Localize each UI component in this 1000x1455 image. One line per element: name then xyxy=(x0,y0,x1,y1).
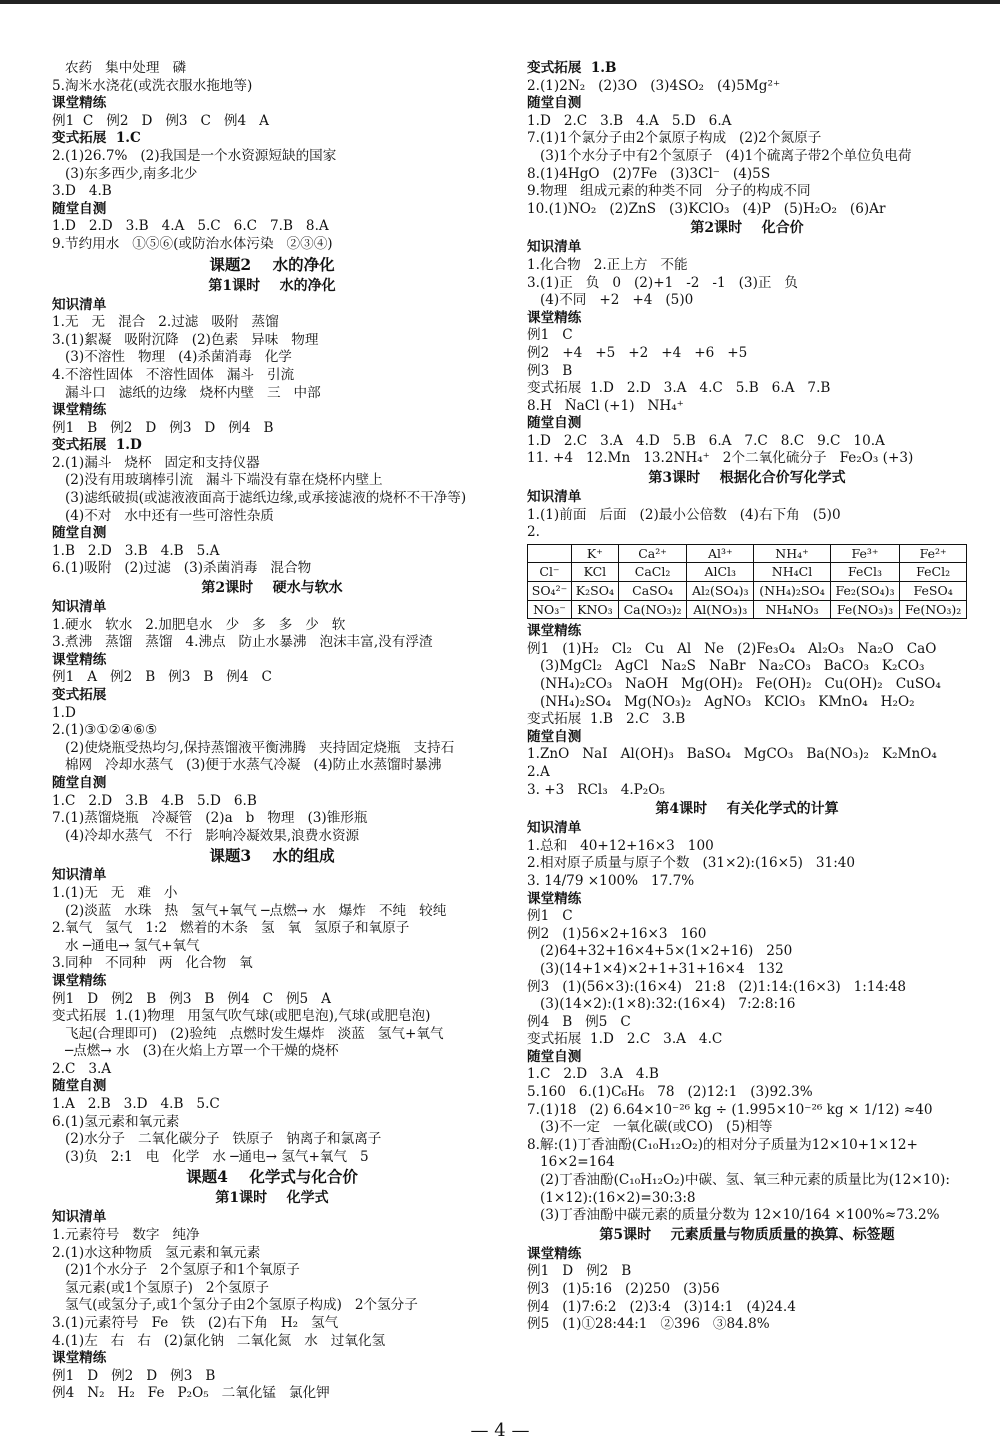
lesson-title: 第2课时 硬水与软水 xyxy=(201,580,343,597)
answer-line: (2)使烧瓶受热均匀,保持蒸馏液平衡沸腾 夹持固定烧瓶 支持石 xyxy=(52,739,455,756)
answer-line: 4.(1)左 右 右 (2)氯化钠 二氧化氮 水 过氧化氢 xyxy=(52,1332,386,1349)
answer-line: (4)冷却水蒸气 不行 影响冷凝效果,浪费水资源 xyxy=(52,827,360,844)
page-number: — 4 — xyxy=(470,1420,530,1441)
table-header-cell: Ca²⁺ xyxy=(618,544,686,563)
answer-line: 例4 N₂ H₂ Fe P₂O₅ 二氧化锰 氯化钾 xyxy=(52,1385,330,1402)
section-heading: 课堂精练 xyxy=(52,972,107,989)
table-row xyxy=(528,600,967,619)
lesson-title: 第4课时 有关化学式的计算 xyxy=(655,801,839,818)
table-cell: KCl xyxy=(571,563,618,582)
table-row xyxy=(528,582,967,601)
topic-title: 课题2 水的净化 xyxy=(209,254,335,274)
table-row-header: Cl⁻ xyxy=(528,563,572,582)
table-cell: Al₂(SO₄)₃ xyxy=(687,582,754,601)
section-heading: 课堂精练 xyxy=(527,309,582,326)
answer-line: 1.C 2.D 3.B 4.B 5.D 6.B xyxy=(52,792,257,809)
answer-line: 2.(1)③①②④⑥⑤ xyxy=(52,722,158,739)
answer-line: 9.物理 组成元素的种类不同 分子的构成不同 xyxy=(527,183,811,200)
answer-line: 例1 C xyxy=(527,327,573,344)
answer-line: 2. xyxy=(527,524,540,541)
answer-line: 8.解:(1)丁香油酚(C₁₀H₁₂O₂)的相对分子质量为12×10+1×12+ xyxy=(527,1136,918,1153)
answer-line: (3)东多西少,南多北少 xyxy=(52,165,198,182)
answer-line: 1.元素符号 数字 纯净 xyxy=(52,1227,200,1244)
section-heading: 知识清单 xyxy=(527,489,582,506)
section-heading: 课堂精练 xyxy=(52,651,107,668)
lesson-title: 第5课时 元素质量与物质质量的换算、标签题 xyxy=(599,1226,895,1243)
table-header-cell: Fe²⁺ xyxy=(900,544,967,563)
answer-line: (2)丁香油酚(C₁₀H₁₂O₂)中碳、氢、氧三种元素的质量比为(12×10): xyxy=(527,1172,950,1189)
section-heading: 随堂自测 xyxy=(52,200,107,217)
topic-title: 课题3 水的组成 xyxy=(209,846,335,866)
answer-line: (3)MgCl₂ AgCl Na₂S NaBr Na₂CO₃ BaCO₃ K₂CO₃ xyxy=(527,658,925,675)
answer-line: 例4 B 例5 C xyxy=(527,1013,631,1030)
answer-line: (2)没有用玻璃棒引流 漏斗下端没有靠在烧杯内壁上 xyxy=(52,472,383,489)
answer-line: 1.总和 40+12+16×3 100 xyxy=(527,837,714,854)
answer-line: (1×12):(16×2)=30:3:8 xyxy=(527,1189,696,1206)
section-heading: 知识清单 xyxy=(52,867,107,884)
answer-line: 2.A xyxy=(527,763,550,780)
answer-line: 例1 (1)H₂ Cl₂ Cu Al Ne (2)Fe₃O₄ Al₂O₃ Na₂O CaO xyxy=(527,640,937,657)
lesson-title: 第2课时 化合价 xyxy=(690,220,804,237)
answer-line: (3)不溶性 物理 (4)杀菌消毒 化学 xyxy=(52,349,292,366)
table-row-header: NO₃⁻ xyxy=(528,600,572,619)
section-heading: 变式拓展 1.C xyxy=(52,130,141,147)
answer-line: 3.(1)元素符号 Fe 铁 (2)右下角 H₂ 氢气 xyxy=(52,1315,339,1331)
table-header-cell: Al³⁺ xyxy=(687,544,754,563)
answer-line: 例1 D 例2 B 例3 B 例4 C 例5 A xyxy=(52,990,331,1007)
answer-line: 3.同种 不同种 两 化合物 氧 xyxy=(52,955,253,972)
topic-title: 课题4 化学式与化合价 xyxy=(186,1167,358,1187)
answer-line: 11. +4 12.Mn 13.2NH₄⁺ 2个二氧化硫分子 Fe₂O₃ (+3) xyxy=(527,450,914,467)
answer-line: 例1 A 例2 B 例3 B 例4 C xyxy=(52,669,272,686)
answer-line: (3)不一定 一氧化碳(或CO) (5)相等 xyxy=(527,1119,773,1136)
table-cell: K₂SO₄ xyxy=(571,582,618,601)
answer-line: 1.ZnO NaI Al(OH)₃ BaSO₄ MgCO₃ Ba(NO₃)₂ K₂MnO₄ xyxy=(527,746,937,763)
section-heading: 随堂自测 xyxy=(52,525,107,542)
answer-line: ─点燃→ 水 (3)在火焰上方罩一个干燥的烧杯 xyxy=(52,1043,339,1060)
answer-line: 例3 (1)(56×3):(16×4) 21:8 (2)1:14:(16×3) 1:14:48 xyxy=(527,978,907,995)
answer-line: 3. 14/79 ×100% 17.7% xyxy=(527,872,695,889)
section-heading: 变式拓展 xyxy=(52,687,107,703)
table-cell: AlCl₃ xyxy=(687,563,754,582)
answer-line: 2.相对原子质量与原子个数 (31×2):(16×5) 31:40 xyxy=(527,855,856,872)
answer-line: 氢元素(或1个氢原子) 2个氢原子 xyxy=(52,1279,269,1296)
section-heading: 知识清单 xyxy=(52,599,107,616)
table-cell: KNO₃ xyxy=(571,600,618,619)
section-heading: 随堂自测 xyxy=(52,774,107,791)
section-heading: 随堂自测 xyxy=(527,1048,582,1065)
section-heading: 课堂精练 xyxy=(52,1350,107,1367)
left-column xyxy=(52,60,492,1403)
section-heading: 变式拓展 1.B xyxy=(527,60,617,76)
answer-line: 例1 D 例2 B xyxy=(527,1263,632,1280)
answer-line: (2)淡蓝 水珠 热 氢气+氧气 ─点燃→ 水 爆炸 不纯 较纯 xyxy=(52,902,447,919)
ion-formula-table xyxy=(527,544,967,619)
section-heading: 知识清单 xyxy=(52,296,107,313)
answer-line: (3)1个水分子中有2个氢原子 (4)1个硫离子带2个单位负电荷 xyxy=(527,147,912,164)
answer-line: 农药 集中处理 磷 xyxy=(52,60,187,76)
table-cell: FeCl₂ xyxy=(900,563,967,582)
answer-line: 2.C 3.A xyxy=(52,1060,112,1077)
answer-line: (3)丁香油酚中碳元素的质量分数为 12×10/164 ×100%≈73.2% xyxy=(527,1207,940,1224)
table-cell: Fe₂(SO₄)₃ xyxy=(830,582,900,601)
answer-line: 2.氧气 氢气 1:2 燃着的木条 氢 氧 氢原子和氧原子 xyxy=(52,920,410,937)
answer-line: 10.(1)NO₂ (2)ZnS (3)KClO₃ (4)P (5)H₂O₂ (6)Ar xyxy=(527,200,886,217)
answer-line: 6.(1)氢元素和氧元素 xyxy=(52,1113,180,1130)
section-heading: 课堂精练 xyxy=(52,95,107,112)
answer-line: 5.160 6.(1)C₆H₆ 78 (2)12:1 (3)92.3% xyxy=(527,1084,813,1101)
section-heading: 变式拓展 1.D xyxy=(52,437,142,454)
answer-line: 1.硬水 软水 2.加肥皂水 少 多 多 少 软 xyxy=(52,616,346,633)
answer-line: 例4 (1)7:6:2 (2)3:4 (3)14:1 (4)24.4 xyxy=(527,1298,796,1315)
answer-line: 9.节约用水 ①⑤⑥(或防治水体污染 ②③④) xyxy=(52,235,333,252)
answer-line: 1.B 2.D 3.B 4.B 5.A xyxy=(52,542,220,559)
answer-line: 2.(1)2N₂ (2)3O (3)4SO₂ (4)5Mg²⁺ xyxy=(527,77,781,94)
answer-line: 例3 B xyxy=(527,362,573,379)
answer-line: 1.A 2.B 3.D 4.B 5.C xyxy=(52,1096,220,1113)
section-heading: 随堂自测 xyxy=(527,95,582,112)
answer-line: (3)(14×2):(1×8):32:(16×4) 7:2:8:16 xyxy=(527,996,796,1013)
answer-line: (4)不对 水中还有一些可溶性杂质 xyxy=(52,507,274,524)
answer-line: 2.(1)水这种物质 氢元素和氧元素 xyxy=(52,1244,261,1261)
answer-line: 3. +3 RCl₃ 4.P₂O₅ xyxy=(527,781,665,798)
answer-line: 7.(1)18 (2) 6.64×10⁻²⁶ kg ÷ (1.995×10⁻²⁶ kg × 1/12) ≈40 xyxy=(527,1101,933,1118)
answer-line: 例2 +4 +5 +2 +4 +6 +5 xyxy=(527,344,748,361)
answer-line: 4.不溶性固体 不溶性固体 漏斗 引流 xyxy=(52,366,295,383)
answer-line: 8.(1)4HgO (2)7Fe (3)3Cl⁻ (4)5S xyxy=(527,165,771,182)
table-header-cell xyxy=(528,544,572,563)
answer-line: 7.(1)1个氯分子由2个氯原子构成 (2)2个氮原子 xyxy=(527,130,822,147)
answer-line: (2)1个水分子 2个氢原子和1个氧原子 xyxy=(52,1262,300,1279)
answer-line: 1.(1)前面 后面 (2)最小公倍数 (4)右下角 (5)0 xyxy=(527,506,841,523)
answer-line: 1.化合物 2.正上方 不能 xyxy=(527,256,688,273)
table-header-cell: Fe³⁺ xyxy=(830,544,900,563)
lesson-title: 第1课时 水的净化 xyxy=(208,277,336,294)
answer-line: 1.D 2.C 3.B 4.A 5.D 6.A xyxy=(527,112,732,129)
answer-line: 3.煮沸 蒸馏 蒸馏 4.沸点 防止水暴沸 泡沫丰富,没有浮渣 xyxy=(52,634,433,651)
answer-line: (3)滤纸破损(或滤液液面高于滤纸边缘,或承接滤液的烧杯不干净等) xyxy=(52,490,467,507)
table-cell: Ca(NO₃)₂ xyxy=(618,600,686,619)
table-cell: Al(NO₃)₃ xyxy=(687,600,754,619)
answer-line: (2)64+32+16×4+5×(1×2+16) 250 xyxy=(527,943,793,960)
answer-line: 16×2=164 xyxy=(527,1154,615,1171)
answer-line: 例1 C 例2 D 例3 C 例4 A xyxy=(52,112,269,129)
answer-line: 变式拓展 1.D 2.D 3.A 4.C 5.B 6.A 7.B xyxy=(527,380,831,397)
answer-line: 1.无 无 混合 2.过滤 吸附 蒸馏 xyxy=(52,314,279,331)
section-heading: 知识清单 xyxy=(527,239,582,256)
answer-line: 水 ─通电→ 氢气+氧气 xyxy=(52,937,200,954)
answer-line: 变式拓展 1.B 2.C 3.B xyxy=(527,711,686,728)
table-header-cell: K⁺ xyxy=(571,544,618,563)
answer-line: 8.H N̊aCl (+1) NH₄⁺ xyxy=(527,397,684,414)
answer-line: 6.(1)吸附 (2)过滤 (3)杀菌消毒 混合物 xyxy=(52,560,312,577)
section-heading: 随堂自测 xyxy=(52,1078,107,1095)
answer-line: 例5 (1)①28:44:1 ②396 ③84.8% xyxy=(527,1316,770,1333)
answer-line: 3.D 4.B xyxy=(52,183,112,200)
answer-line: 2.(1)26.7% (2)我国是一个水资源短缺的国家 xyxy=(52,147,337,164)
answer-line: 例2 (1)56×2+16×3 160 xyxy=(527,925,707,942)
section-heading: 知识清单 xyxy=(527,820,582,837)
answer-line: 例3 (1)5:16 (2)250 (3)56 xyxy=(527,1281,720,1297)
answer-line: 5.淘米水浇花(或洗衣服水拖地等) xyxy=(52,77,253,94)
table-cell: CaSO₄ xyxy=(618,582,686,601)
answer-line: (3)(14+1×4)×2+1+31+16×4 132 xyxy=(527,960,784,977)
answer-line: 3.(1)絮凝 吸附沉降 (2)色素 异味 物理 xyxy=(52,331,319,348)
table-cell: NH₄Cl xyxy=(754,563,831,582)
table-cell: NH₄NO₃ xyxy=(754,600,831,619)
table-cell: (NH₄)₂SO₄ xyxy=(754,582,831,601)
answer-line: 漏斗口 滤纸的边缘 烧杯内壁 三 中部 xyxy=(52,384,321,401)
table-cell: Fe(NO₃)₂ xyxy=(900,600,967,619)
section-heading: 随堂自测 xyxy=(527,415,582,432)
table-row-header: SO₄²⁻ xyxy=(528,582,572,601)
answer-line: 飞起(合理即可) (2)验纯 点燃时发生爆炸 淡蓝 氢气+氧气 xyxy=(52,1025,444,1042)
answer-line: (3)负 2:1 电 化学 水 ─通电→ 氢气+氧气 5 xyxy=(52,1148,369,1165)
answer-line: 1.D 2.D 3.B 4.A 5.C 6.C 7.B 8.A xyxy=(52,218,329,235)
lesson-title: 第3课时 根据化合价写化学式 xyxy=(648,470,846,487)
right-column xyxy=(527,60,967,1334)
answer-line: 例1 D 例2 D 例3 B xyxy=(52,1367,216,1384)
answer-line: 变式拓展 1.D 2.C 3.A 4.C xyxy=(527,1031,723,1048)
section-heading: 课堂精练 xyxy=(52,402,107,419)
answer-line: 7.(1)蒸馏烧瓶 冷凝管 (2)a b 物理 (3)锥形瓶 xyxy=(52,810,368,827)
answer-line: (2)水分子 二氧化碳分子 铁原子 钠离子和氯离子 xyxy=(52,1131,382,1148)
table-cell: Fe(NO₃)₃ xyxy=(830,600,900,619)
answer-line: (NH₄)₂SO₄ Mg(NO₃)₂ AgNO₃ KClO₃ KMnO₄ H₂O₂ xyxy=(527,693,915,710)
answer-line: 1.D 2.C 3.A 4.D 5.B 6.A 7.C 8.C 9.C 10.A xyxy=(527,432,885,449)
answer-line: (4)不同 +2 +4 (5)0 xyxy=(527,292,694,309)
lesson-title: 第1课时 化学式 xyxy=(215,1190,329,1207)
answer-line: 3.(1)正 负 0 (2)+1 -2 -1 (3)正 负 xyxy=(527,274,799,291)
answer-line: 1.(1)无 无 难 小 xyxy=(52,884,178,901)
answer-line: 2.(1)漏斗 烧杯 固定和支持仪器 xyxy=(52,454,260,471)
answer-line: (NH₄)₂CO₃ NaOH Mg(OH)₂ Fe(OH)₂ Cu(OH)₂ CuSO₄ xyxy=(527,676,941,692)
answer-line: 棉网 冷却水蒸气 (3)便于水蒸气冷凝 (4)防止水蒸馏时暴沸 xyxy=(52,757,442,774)
table-cell: CaCl₂ xyxy=(618,563,686,582)
section-heading: 课堂精练 xyxy=(527,1245,582,1262)
table-header-cell: NH₄⁺ xyxy=(754,544,831,563)
answer-line: 氢气(或氢分子,或1个氢分子由2个氢原子构成) 2个氢分子 xyxy=(52,1297,418,1314)
answer-line: 1.D xyxy=(52,704,76,721)
answer-line: 1.C 2.D 3.A 4.B xyxy=(527,1066,659,1083)
table-cell: FeSO₄ xyxy=(900,582,967,601)
section-heading: 随堂自测 xyxy=(527,728,582,745)
table-row xyxy=(528,563,967,582)
section-heading: 课堂精练 xyxy=(527,890,582,907)
top-rule xyxy=(0,0,1000,4)
section-heading: 课堂精练 xyxy=(527,623,582,640)
answer-line: 例1 B 例2 D 例3 D 例4 B xyxy=(52,419,274,436)
table-cell: FeCl₃ xyxy=(830,563,900,582)
answer-line: 例1 C xyxy=(527,908,573,925)
answer-line: 变式拓展 1.(1)物理 用氢气吹气球(或肥皂泡),气球(或肥皂泡) xyxy=(52,1008,431,1025)
section-heading: 知识清单 xyxy=(52,1209,107,1226)
